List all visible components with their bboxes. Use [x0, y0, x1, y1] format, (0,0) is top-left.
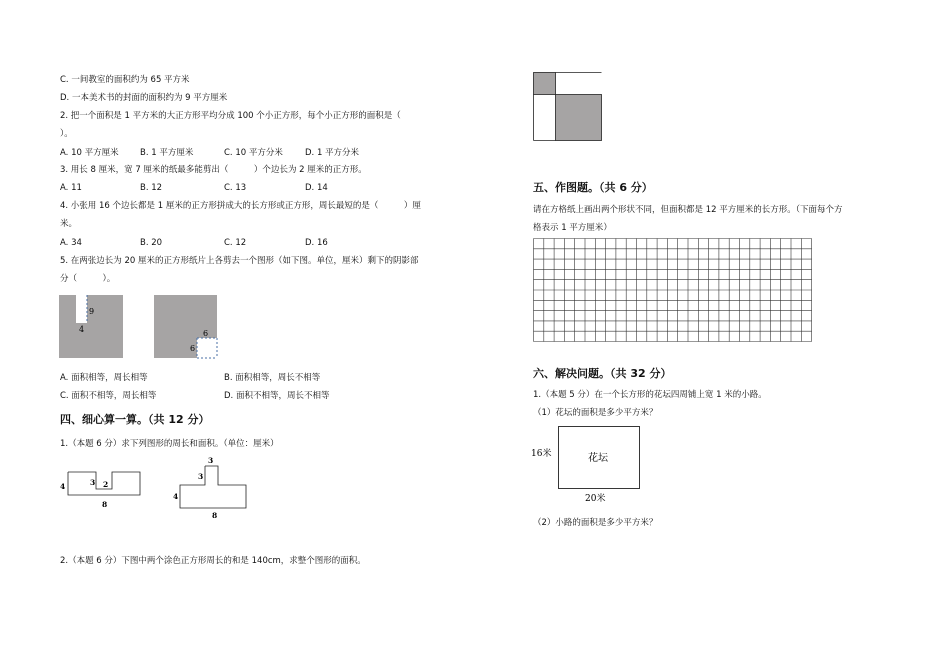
q4-option: B. 20 — [140, 238, 163, 248]
sec6-q1-text: 1.（本题 5 分）在一个长方形的花坛四周铺上宽 1 米的小路。 — [533, 390, 767, 400]
q4-text: 4. 小张用 16 个边长都是 1 厘米的正方形拼成大的长方形或正方形，周长最短的是（ ）厘 — [60, 201, 421, 211]
garden-figure — [530, 424, 645, 506]
q5-option: B. 面积相等，周长不相等 — [224, 373, 321, 383]
q4-option: C. 12 — [224, 238, 247, 248]
garden-width-label: 20米 — [585, 494, 606, 504]
q5-fig2-label: 6 — [203, 329, 209, 338]
sec6-q1-part1: （1）花坛的面积是多少平方米？ — [533, 408, 658, 418]
section-4-title: 四、细心算一算。（共 12 分） — [60, 413, 210, 426]
fig-a-label: 3 — [90, 478, 96, 487]
sec4-q2-text: 2.（本题 6 分）下图中两个涂色正方形周长的和是 140cm，求整个图形的面积。 — [60, 556, 366, 566]
fig-b-label: 4 — [173, 492, 179, 501]
q5-option: C. 面积不相等，周长相等 — [60, 391, 157, 401]
fig-b-label: 3 — [198, 472, 204, 481]
q3-text: 3. 用长 8 厘米，宽 7 厘米的纸最多能剪出（ ）个边长为 2 厘米的正方形。 — [60, 165, 367, 175]
perimeter-figure-a — [58, 465, 148, 509]
fig-a-label: 8 — [102, 500, 108, 509]
sec4-q1-text: 1.（本题 6 分）求下列图形的周长和面积。（单位：厘米） — [60, 439, 279, 449]
fig-b-label: 8 — [212, 511, 218, 520]
q4-option: D. 16 — [305, 238, 328, 248]
shaded-squares-figure — [533, 72, 605, 144]
q4-text-end: 米。 — [60, 219, 78, 229]
q3-option: B. 12 — [140, 183, 163, 193]
q1-option-d: D. 一本美术书的封面的面积约为 9 平方厘米 — [60, 93, 228, 103]
q3-option: A. 11 — [60, 183, 82, 193]
fig-a-label: 2 — [103, 480, 109, 489]
q5-fig1-label: 9 — [89, 307, 95, 316]
q4-option: A. 34 — [60, 238, 82, 248]
q5-fig1-label: 4 — [79, 325, 85, 334]
section-6-title: 六、解决问题。（共 32 分） — [533, 367, 672, 380]
perimeter-figure-b — [170, 452, 250, 520]
sec5-instruction-end: 格表示 1 平方厘米） — [533, 223, 612, 233]
q5-text: 5. 在两张边长为 20 厘米的正方形纸片上各剪去一个图形（如下图。单位，厘米）剩下的阴影部 — [60, 256, 419, 266]
q2-option: D. 1 平方分米 — [305, 148, 360, 158]
q2-option: C. 10 平方分米 — [224, 148, 283, 158]
sec6-q1-part2: （2）小路的面积是多少平方米？ — [533, 518, 658, 528]
sec5-instruction: 请在方格纸上画出两个形状不同，但面积都是 12 平方厘米的长方形。（下面每个方 — [533, 205, 843, 215]
q2-text: 2. 把一个面积是 1 平方米的大正方形平均分成 100 个小正方形，每个小正方形的面积是（ — [60, 111, 401, 121]
fig-b-label: 3 — [208, 456, 214, 465]
q5-text-end: 分（ ）。 — [60, 274, 116, 284]
section-5-title: 五、作图题。（共 6 分） — [533, 181, 653, 194]
q5-option: D. 面积不相等，周长不相等 — [224, 391, 330, 401]
q2-option: A. 10 平方厘米 — [60, 148, 119, 158]
q1-option-c: C. 一间教室的面积约为 65 平方米 — [60, 75, 190, 85]
q3-option: D. 14 — [305, 183, 328, 193]
q5-figure-2 — [154, 295, 220, 359]
drawing-grid[interactable] — [533, 238, 813, 342]
q2-option: B. 1 平方厘米 — [140, 148, 194, 158]
q5-figure-1 — [59, 295, 125, 359]
garden-label: 花坛 — [588, 453, 608, 464]
q5-option: A. 面积相等，周长相等 — [60, 373, 148, 383]
garden-height-label: 16米 — [531, 449, 552, 459]
fig-a-label: 4 — [60, 482, 66, 491]
q5-fig2-label: 6 — [190, 344, 196, 353]
q2-text-end: ）。 — [60, 129, 73, 139]
q3-option: C. 13 — [224, 183, 247, 193]
